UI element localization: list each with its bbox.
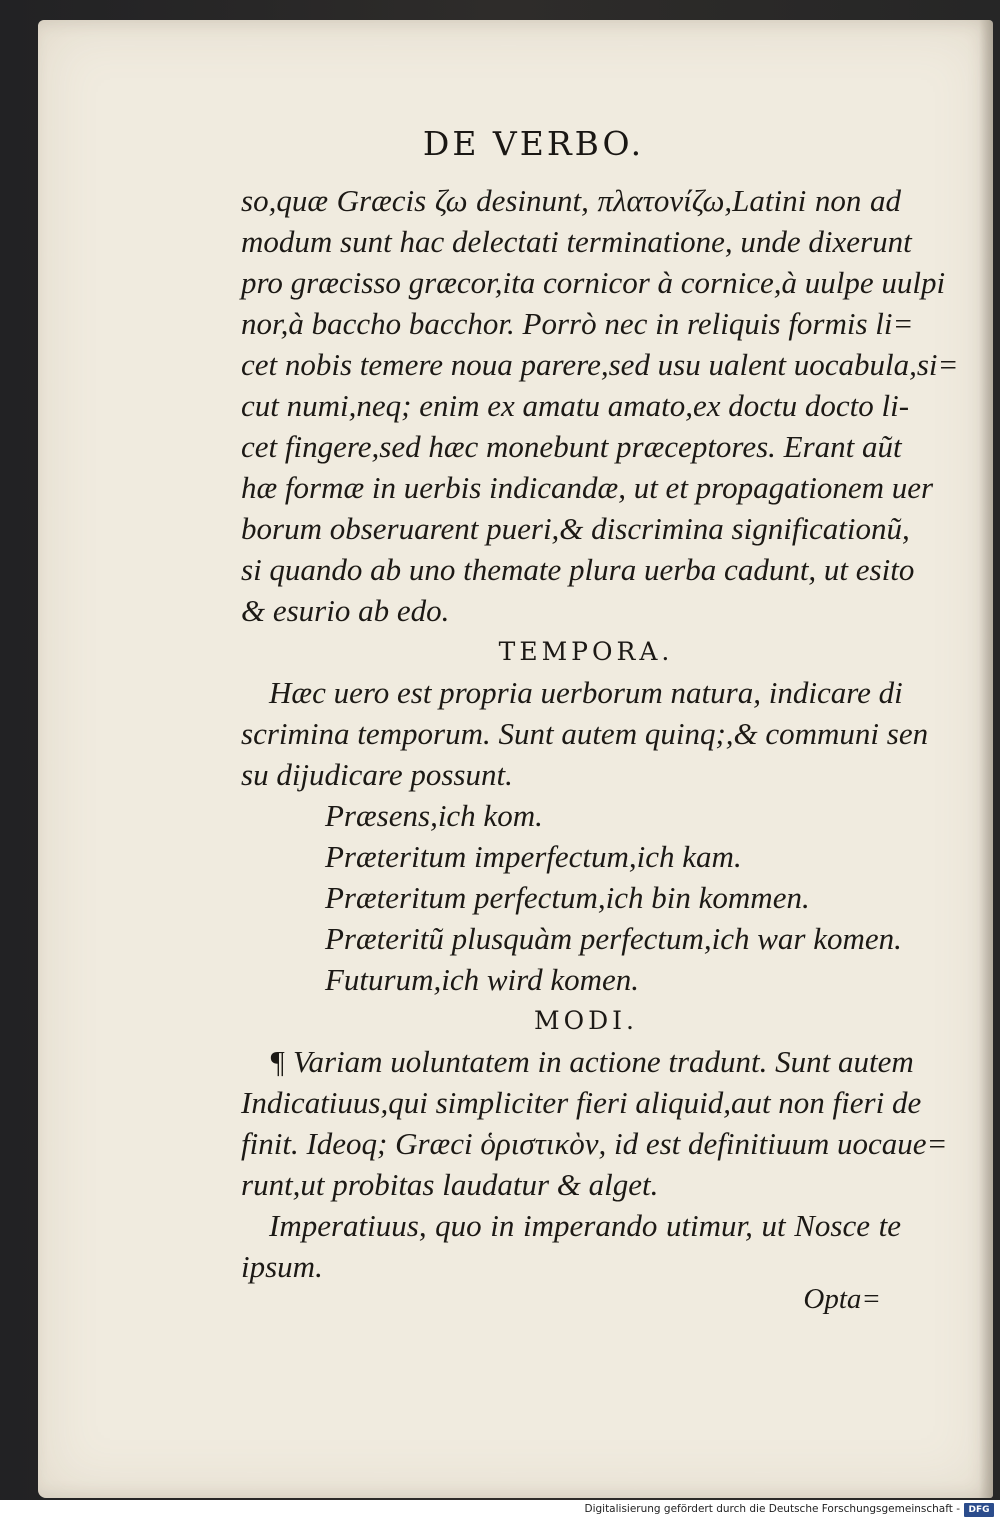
text-block	[241, 180, 959, 1287]
text-line: cut numi,neq; enim ex amatu amato,ex doctu docto li-	[241, 388, 910, 423]
text-line: & esurio ab edo.	[241, 593, 450, 628]
tense-item: Præteritum imperfectum,ich kam.	[325, 839, 742, 874]
text-line: ¶ Variam uoluntatem in actione tradunt. Sunt autem	[269, 1044, 914, 1079]
text-line: Imperatiuus, quo in imperando utimur, ut Nosce te	[269, 1208, 901, 1243]
text-line: finit. Ideoq; Græci ὁριστικὸν, id est definitiuum uocaue=	[241, 1126, 948, 1161]
text-line: ipsum.	[241, 1249, 323, 1284]
catchword: Opta=	[803, 1283, 881, 1315]
text-line: runt,ut probitas laudatur & alget.	[241, 1167, 659, 1202]
text-line: cet fingere,sed hæc monebunt præceptores. Erant aũt	[241, 429, 902, 464]
text-line: si quando ab uno themate plura uerba cadunt, ut esito	[241, 552, 915, 587]
text-line: pro græcisso græcor,ita cornicor à cornice,à uulpe uulpi	[241, 265, 946, 300]
dfg-logo-icon: DFG	[964, 1503, 994, 1517]
tense-item: Præteritũ plusquàm perfectum,ich war komen.	[325, 921, 902, 956]
text-line: cet nobis temere noua parere,sed usu ualent uocabula,si=	[241, 347, 959, 382]
digitization-credit: Digitalisierung gefördert durch die Deutsche Forschungsgemeinschaft -	[584, 1503, 960, 1515]
text-line: modum sunt hac delectati terminatione, unde dixerunt	[241, 224, 912, 259]
text-line: Indicatiuus,qui simpliciter fieri aliquid,aut non fieri de	[241, 1085, 922, 1120]
text-line: su dijudicare possunt.	[241, 757, 513, 792]
text-line: scrimina temporum. Sunt autem quinq;,& communi sen	[241, 716, 929, 751]
text-line: hæ formæ in uerbis indicandæ, ut et propagationem uer	[241, 470, 934, 505]
tense-item: Præteritum perfectum,ich bin kommen.	[325, 880, 810, 915]
footer-strip	[0, 1500, 1000, 1521]
book-page	[38, 20, 993, 1498]
page-edge-shadow	[979, 20, 993, 1498]
tense-item: Futurum,ich wird komen.	[325, 962, 639, 997]
running-head: DE VERBO.	[422, 124, 645, 163]
text-line: borum obseruarent pueri,& discrimina significationũ,	[241, 511, 910, 546]
text-line: so,quæ Græcis ζω desinunt, πλατονίζω,Latini non ad	[241, 183, 901, 218]
section-heading-modi: MODI.	[534, 1006, 638, 1035]
text-line: Hæc uero est propria uerborum natura, indicare di	[269, 675, 903, 710]
section-heading-tempora: TEMPORA.	[498, 637, 674, 666]
tense-item: Præsens,ich kom.	[325, 798, 543, 833]
text-line: nor,à baccho bacchor. Porrò nec in reliquis formis li=	[241, 306, 914, 341]
